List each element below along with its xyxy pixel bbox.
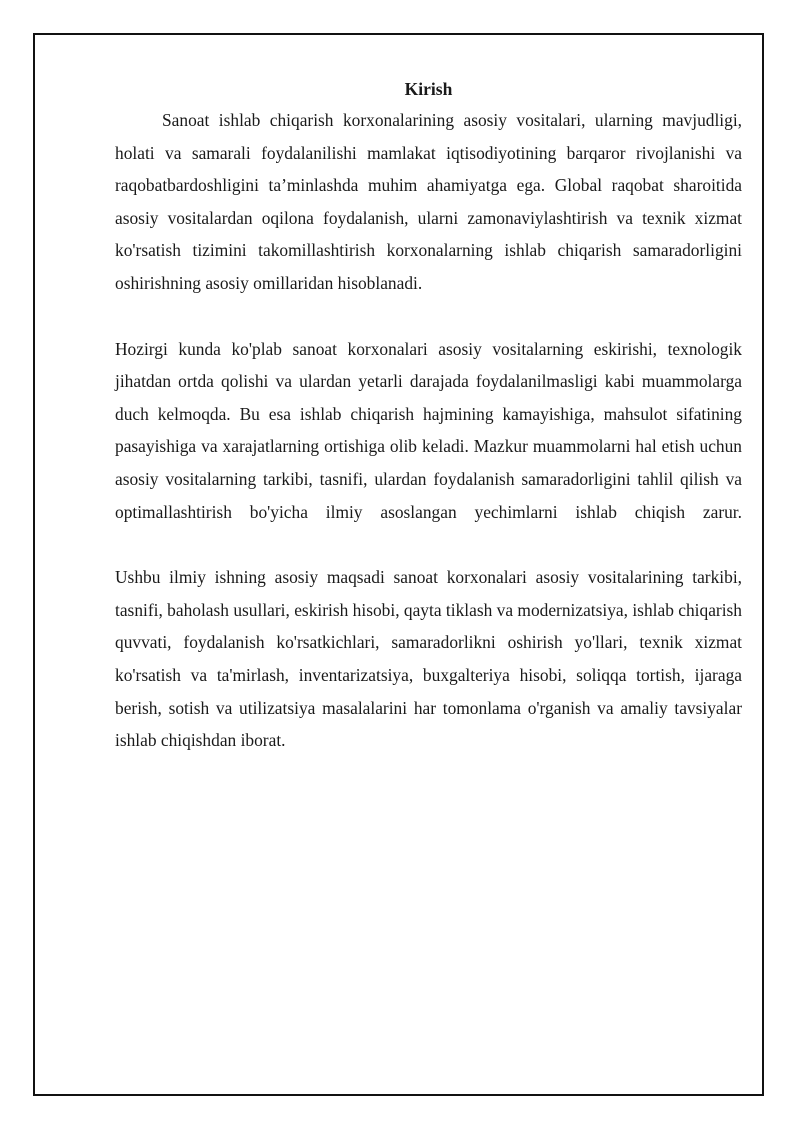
paragraph-2: Hozirgi kunda ko'plab sanoat korxonalari asosiy vositalarning eskirishi, texnologik jihatdan ortda qolishi va ulardan yetarli darajada foydalanilmasligi kabi muammolarga duch kelmoqda. Bu esa ishlab chiqarish hajmining kamayishiga, mahsulot sifatining pasayishiga va xarajatlarning ortishiga olib keladi. Mazkur muammolarni hal etish uchun asosiy vositalarning tarkibi, tasnifi, ulardan foydalanish samaradorligini tahlil qilish va optimallashtirish bo'yicha ilmiy asoslangan yechimlarni ishlab chiqish zarur. <box>115 338 742 522</box>
paragraph-1: Sanoat ishlab chiqarish korxonalarining asosiy vositalari, ularning mavjudligi, holati va samarali foydalanilishi mamlakat iqtisodiyotining barqaror rivojlanishi va raqobatbardoshligini ta’minlashda muhim ahamiyatga ega. Global raqobat sharoitida asosiy vositalardan oqilona foydalanish, ularni zamonaviylashtirish va texnik xizmat ko'rsatish tizimini takomillashtirish korxonalarning ishlab chiqarish samaradorligini oshirishning asosiy omillaridan hisoblanadi. <box>115 110 742 293</box>
document-title: Kirish <box>404 79 453 99</box>
document-body <box>115 74 742 757</box>
paragraph-gap <box>115 300 742 333</box>
paragraph-gap <box>115 528 742 561</box>
paragraph-3: Ushbu ilmiy ishning asosiy maqsadi sanoat korxonalari asosiy vositalarining tarkibi, tasnifi, baholash usullari, eskirish hisobi, qayta tiklash va modernizatsiya, ishlab chiqarish quvvati, foydalanish ko'rsatkichlari, samaradorlikni oshirish yo'llari, texnik xizmat ko'rsatish va ta'mirlash, inventarizatsiya, buxgalteriya hisobi, soliqqa tortish, ijaraga berish, sotish va utilizatsiya masalalarini har tomonlama o'rganish va amaliy tavsiyalar ishlab chiqishdan iborat. <box>115 567 742 751</box>
